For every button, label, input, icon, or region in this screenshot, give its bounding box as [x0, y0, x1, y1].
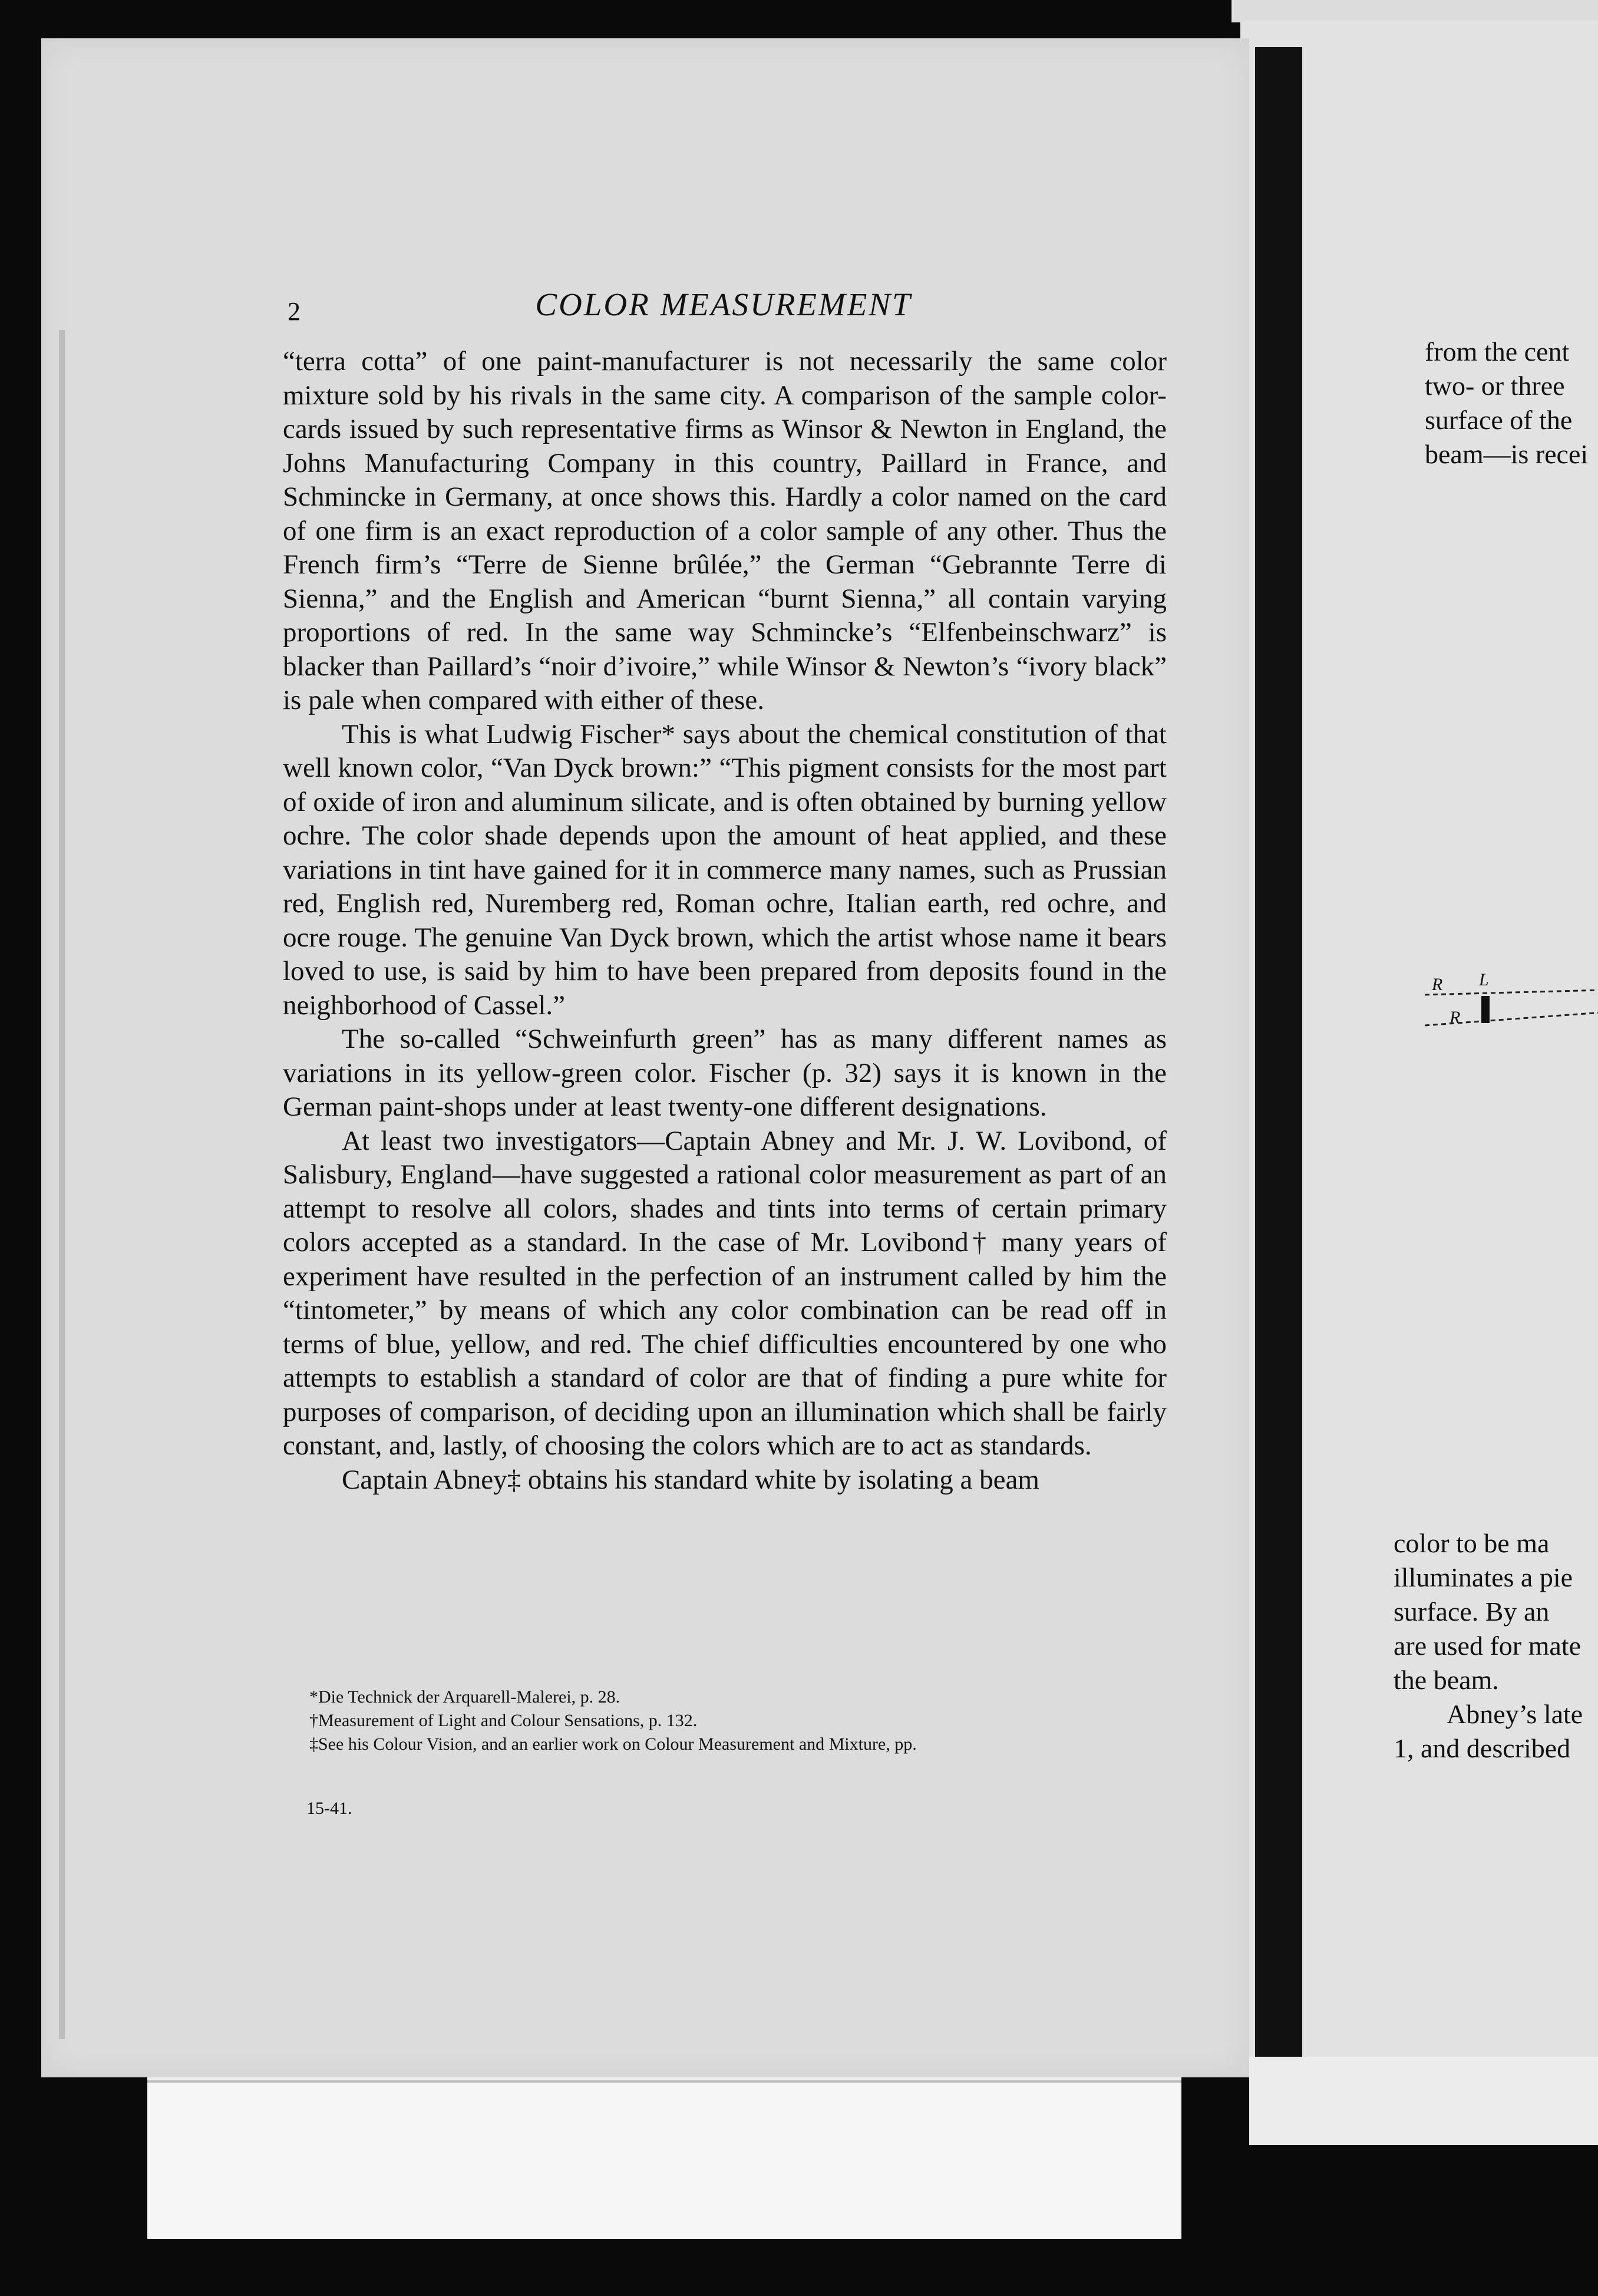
footnotes [309, 1685, 1170, 1756]
facing-text-line: are used for mate [1394, 1631, 1582, 1661]
underlying-sheet-edge [147, 2080, 1181, 2239]
facing-text-line: from the cent [1425, 337, 1570, 367]
footnote: †Measurement of Light and Colour Sensations, p. 132. [309, 1711, 698, 1730]
facing-text-line: illuminates a pie [1394, 1562, 1573, 1592]
facing-page-bottom-edge [1249, 2057, 1598, 2145]
footnote-continuation: 15-41. [306, 1799, 352, 1818]
paragraph: At least two investigators—Captain Abney and Mr. J. W. Lovibond, of Salisbury, England—have suggested a rational color measurement as part of an attempt to resolve all colors, shades and tints into terms of certain primary colors accepted as a standard. In the case of Mr. Lovibond† many years of experiment have resulted in the perfection of an instrument called by him the “tintometer,” by means of which any color combination can be read off in terms of blue, yellow, and red. The chief difficulties encountered by one who attempts to establish a standard of color are that of finding a pure white for purposes of comparison, of deciding upon an illumination which shall be fairly constant, and, lastly, of choosing the colors which are to act as standards. [283, 1125, 1167, 1461]
footnote: *Die Technick der Arquarell-Malerei, p. 28. [309, 1687, 620, 1707]
paragraph: Captain Abney‡ obtains his standard white by isolating a beam [342, 1464, 1039, 1495]
page-number: 2 [288, 297, 301, 326]
facing-diagram [1425, 966, 1598, 1037]
facing-text-line: two- or three [1425, 371, 1565, 401]
facing-text-line: Abney’s late [1447, 1699, 1583, 1729]
paragraph: This is what Ludwig Fischer* says about the chemical constitution of that well known color, “Van Dyck brown:” “This pigment consists for the most part of oxide of iron and aluminum silicate, and is often obtained by burning yellow ochre. The color shade depends upon the amount of heat applied, and these variations in tint have gained for it in commerce many names, such as Prussian red, English red, Nuremberg red, Roman ochre, Italian earth, red ochre, and ocre rouge. The genuine Van Dyck brown, which the artist whose name it bears loved to use, is said by him to have been prepared from deposits found in the neighborhood of Cassel.” [283, 718, 1167, 1021]
page-body [283, 345, 1167, 1497]
diagram-label-r1: R [1432, 975, 1443, 994]
facing-text-line: color to be ma [1394, 1528, 1550, 1558]
paragraph: “terra cotta” of one paint-manufacturer is not necessarily the same color mixture sold by his rivals in the same city. A comparison of the sample color-cards issued by such representative firms as Winsor & Newton in England, the Johns Manufacturing Company in this country, Paillard in France, and Schmincke in Germany, at once shows this. Hardly a color named on the card of one firm is an exact reproduction of a color sample of any other. Thus the French firm’s “Terre de Sienne brûlée,” the German “Gebrannte Terre di Sienna,” and the English and American “burnt Sienna,” all contain varying proportions of red. In the same way Schmincke’s “Elfenbeinschwarz” is blacker than Paillard’s “noir d’ivoire,” while Winsor & Newton’s “ivory black” is pale when compared with either of these. [283, 346, 1167, 715]
paragraph: The so-called “Schweinfurth green” has as many different names as variations in its yellow-green color. Fischer (p. 32) says it is known in the German paint-shops under at least twenty-one different designations. [283, 1024, 1167, 1122]
footnote: ‡See his Colour Vision, and an earlier work on Colour Measurement and Mixture, pp. [309, 1734, 917, 1754]
page-edge-shadow [59, 330, 65, 2039]
facing-text-line: surface of the [1425, 405, 1573, 435]
diagram-block [1481, 996, 1490, 1023]
diagram-label-l: L [1479, 970, 1489, 989]
facing-text-line: 1, and described [1394, 1733, 1571, 1763]
book-spine-shadow [1255, 47, 1302, 2057]
diagram-label-r2: R [1450, 1008, 1461, 1027]
facing-text-line: surface. By an [1394, 1596, 1550, 1627]
diagram-line-upper [1425, 990, 1598, 995]
scanner-edge-top [1231, 0, 1598, 22]
page-header [288, 286, 1160, 327]
facing-text-line: beam—is recei [1425, 439, 1589, 469]
running-title: COLOR MEASUREMENT [535, 286, 912, 322]
facing-text-line: the beam. [1394, 1665, 1499, 1695]
